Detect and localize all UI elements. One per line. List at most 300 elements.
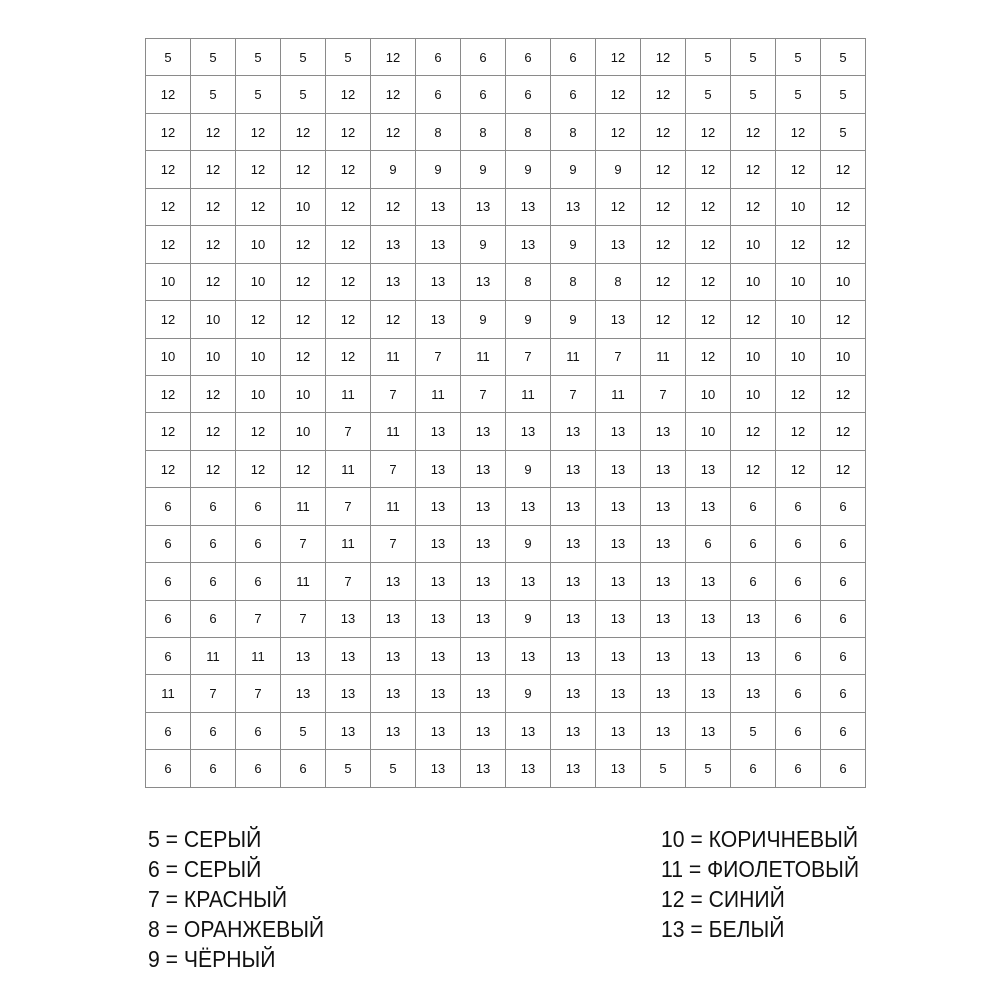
grid-cell: 7 — [641, 375, 686, 412]
grid-cell: 11 — [191, 638, 236, 675]
grid-cell: 6 — [821, 563, 866, 600]
grid-cell: 13 — [731, 638, 776, 675]
grid-cell: 11 — [371, 413, 416, 450]
grid-cell: 12 — [146, 375, 191, 412]
grid-cell: 11 — [281, 488, 326, 525]
grid-cell: 12 — [281, 263, 326, 300]
grid-cell: 13 — [551, 450, 596, 487]
grid-cell: 9 — [506, 450, 551, 487]
grid-cell: 5 — [731, 39, 776, 76]
grid-cell: 13 — [551, 675, 596, 712]
grid-cell: 12 — [776, 151, 821, 188]
grid-cell: 9 — [506, 525, 551, 562]
grid-cell: 12 — [776, 226, 821, 263]
grid-cell: 12 — [596, 39, 641, 76]
grid-cell: 12 — [821, 226, 866, 263]
grid-cell: 6 — [146, 750, 191, 788]
grid-cell: 13 — [551, 525, 596, 562]
grid-cell: 12 — [776, 413, 821, 450]
grid-cell: 12 — [596, 76, 641, 113]
grid-cell: 12 — [191, 226, 236, 263]
grid-cell: 13 — [506, 563, 551, 600]
grid-cell: 12 — [596, 188, 641, 225]
grid-cell: 13 — [416, 188, 461, 225]
grid-row — [146, 413, 866, 450]
grid-cell: 9 — [551, 226, 596, 263]
grid-cell: 13 — [506, 488, 551, 525]
grid-cell: 12 — [596, 113, 641, 150]
grid-cell: 10 — [686, 375, 731, 412]
grid-cell: 12 — [146, 151, 191, 188]
grid-cell: 11 — [326, 525, 371, 562]
legend-entry: 7 = КРАСНЫЙ — [148, 886, 288, 912]
grid-cell: 10 — [281, 413, 326, 450]
legend-entry: 8 = ОРАНЖЕВЫЙ — [148, 916, 325, 942]
grid-cell: 5 — [686, 750, 731, 788]
grid-cell: 10 — [731, 338, 776, 375]
grid-cell: 5 — [191, 39, 236, 76]
grid-cell: 10 — [776, 188, 821, 225]
grid-cell: 7 — [416, 338, 461, 375]
grid-cell: 13 — [416, 675, 461, 712]
grid-cell: 11 — [281, 563, 326, 600]
grid-cell: 7 — [596, 338, 641, 375]
grid-cell: 12 — [686, 226, 731, 263]
grid-cell: 13 — [641, 675, 686, 712]
grid-cell: 5 — [146, 39, 191, 76]
grid-cell: 7 — [281, 600, 326, 637]
grid-cell: 13 — [416, 712, 461, 749]
grid-cell: 12 — [641, 151, 686, 188]
grid-cell: 12 — [326, 263, 371, 300]
grid-cell: 6 — [146, 525, 191, 562]
grid-cell: 12 — [371, 188, 416, 225]
grid-cell: 5 — [686, 39, 731, 76]
grid-cell: 11 — [596, 375, 641, 412]
grid-cell: 5 — [191, 76, 236, 113]
grid-cell: 12 — [191, 113, 236, 150]
grid-cell: 13 — [461, 488, 506, 525]
grid-row — [146, 675, 866, 712]
grid-cell: 10 — [731, 263, 776, 300]
grid-cell: 6 — [236, 488, 281, 525]
grid-cell: 6 — [821, 488, 866, 525]
grid-cell: 12 — [821, 375, 866, 412]
grid-cell: 13 — [416, 488, 461, 525]
grid-cell: 6 — [821, 750, 866, 788]
grid-cell: 12 — [236, 188, 281, 225]
grid-cell: 13 — [686, 563, 731, 600]
grid-cell: 12 — [146, 301, 191, 338]
grid-cell: 13 — [461, 563, 506, 600]
grid-cell: 13 — [506, 226, 551, 263]
grid-cell: 13 — [371, 226, 416, 263]
grid-cell: 8 — [461, 113, 506, 150]
grid-cell: 10 — [281, 375, 326, 412]
grid-cell: 13 — [461, 638, 506, 675]
grid-row — [146, 712, 866, 749]
grid-cell: 12 — [236, 113, 281, 150]
grid-cell: 5 — [821, 113, 866, 150]
grid-cell: 12 — [731, 301, 776, 338]
grid-cell: 6 — [821, 600, 866, 637]
grid-cell: 6 — [236, 750, 281, 788]
grid-cell: 7 — [506, 338, 551, 375]
grid-cell: 11 — [371, 338, 416, 375]
grid-cell: 10 — [821, 263, 866, 300]
grid-cell: 11 — [326, 450, 371, 487]
grid-cell: 13 — [416, 600, 461, 637]
grid-cell: 13 — [641, 563, 686, 600]
grid-cell: 13 — [596, 675, 641, 712]
grid-cell: 9 — [461, 226, 506, 263]
grid-cell: 13 — [596, 450, 641, 487]
grid-cell: 13 — [326, 638, 371, 675]
grid-cell: 7 — [326, 413, 371, 450]
grid-cell: 6 — [146, 600, 191, 637]
grid-cell: 13 — [641, 638, 686, 675]
grid-row — [146, 525, 866, 562]
grid-cell: 10 — [731, 226, 776, 263]
legend-entry: 9 = ЧЁРНЫЙ — [148, 946, 276, 972]
grid-cell: 9 — [506, 301, 551, 338]
grid-cell: 10 — [236, 263, 281, 300]
grid-cell: 13 — [551, 638, 596, 675]
grid-cell: 12 — [731, 413, 776, 450]
grid-cell: 10 — [236, 226, 281, 263]
grid-cell: 13 — [506, 188, 551, 225]
grid-cell: 12 — [641, 76, 686, 113]
grid-cell: 5 — [281, 76, 326, 113]
grid-cell: 13 — [371, 638, 416, 675]
grid-cell: 6 — [731, 563, 776, 600]
grid-cell: 6 — [731, 488, 776, 525]
grid-cell: 13 — [686, 712, 731, 749]
grid-cell: 13 — [686, 450, 731, 487]
grid-cell: 12 — [776, 113, 821, 150]
grid-cell: 13 — [326, 675, 371, 712]
grid-cell: 11 — [416, 375, 461, 412]
grid-cell: 12 — [146, 226, 191, 263]
grid-cell: 12 — [686, 263, 731, 300]
grid-cell: 6 — [146, 712, 191, 749]
grid-cell: 12 — [326, 76, 371, 113]
grid-cell: 6 — [776, 675, 821, 712]
grid-cell: 13 — [461, 750, 506, 788]
grid-cell: 13 — [416, 450, 461, 487]
grid-cell: 6 — [776, 525, 821, 562]
grid-cell: 13 — [686, 638, 731, 675]
grid-cell: 13 — [596, 712, 641, 749]
grid-cell: 6 — [416, 76, 461, 113]
grid-cell: 13 — [641, 450, 686, 487]
grid-cell: 6 — [686, 525, 731, 562]
grid-cell: 8 — [506, 113, 551, 150]
grid-cell: 12 — [281, 338, 326, 375]
grid-cell: 5 — [776, 39, 821, 76]
grid-cell: 5 — [371, 750, 416, 788]
grid-cell: 12 — [326, 188, 371, 225]
grid-cell: 12 — [371, 76, 416, 113]
grid-row — [146, 263, 866, 300]
grid-cell: 13 — [596, 600, 641, 637]
grid-cell: 13 — [596, 563, 641, 600]
grid-cell: 5 — [731, 76, 776, 113]
grid-cell: 12 — [686, 151, 731, 188]
grid-cell: 6 — [776, 488, 821, 525]
grid-cell: 6 — [191, 488, 236, 525]
grid-row — [146, 450, 866, 487]
grid-cell: 13 — [416, 563, 461, 600]
grid-cell: 12 — [686, 188, 731, 225]
grid-cell: 13 — [596, 638, 641, 675]
legend-entry: 11 = ФИОЛЕТОВЫЙ — [661, 856, 860, 882]
grid-cell: 6 — [776, 600, 821, 637]
grid-cell: 13 — [281, 675, 326, 712]
grid-cell: 11 — [551, 338, 596, 375]
grid-cell: 13 — [371, 675, 416, 712]
grid-cell: 12 — [821, 301, 866, 338]
grid-cell: 13 — [281, 638, 326, 675]
grid-cell: 9 — [551, 301, 596, 338]
grid-cell: 5 — [686, 76, 731, 113]
grid-cell: 12 — [371, 39, 416, 76]
grid-cell: 13 — [686, 600, 731, 637]
grid-cell: 6 — [236, 712, 281, 749]
grid-cell: 5 — [326, 750, 371, 788]
grid-cell: 13 — [461, 525, 506, 562]
grid-cell: 10 — [191, 301, 236, 338]
grid-cell: 6 — [776, 750, 821, 788]
grid-cell: 7 — [326, 563, 371, 600]
grid-cell: 5 — [236, 76, 281, 113]
grid-cell: 10 — [776, 338, 821, 375]
grid-cell: 11 — [461, 338, 506, 375]
grid-row — [146, 151, 866, 188]
grid-cell: 6 — [236, 563, 281, 600]
grid-cell: 13 — [686, 675, 731, 712]
grid-cell: 6 — [416, 39, 461, 76]
grid-cell: 8 — [506, 263, 551, 300]
grid-cell: 7 — [461, 375, 506, 412]
grid-cell: 12 — [191, 413, 236, 450]
grid-cell: 12 — [146, 188, 191, 225]
grid-cell: 10 — [776, 301, 821, 338]
grid-cell: 13 — [461, 675, 506, 712]
grid-cell: 12 — [326, 151, 371, 188]
grid-cell: 12 — [191, 188, 236, 225]
grid-cell: 9 — [551, 151, 596, 188]
grid-cell: 9 — [506, 600, 551, 637]
grid-cell: 12 — [191, 263, 236, 300]
grid-cell: 8 — [551, 113, 596, 150]
grid-cell: 10 — [146, 338, 191, 375]
grid-cell: 6 — [281, 750, 326, 788]
grid-cell: 13 — [461, 450, 506, 487]
grid-cell: 6 — [461, 76, 506, 113]
legend-entry: 10 = КОРИЧНЕВЫЙ — [661, 826, 859, 852]
grid-cell: 13 — [371, 263, 416, 300]
grid-cell: 13 — [416, 638, 461, 675]
legend-entry: 13 = БЕЛЫЙ — [661, 916, 785, 942]
grid-cell: 6 — [191, 563, 236, 600]
legend-entry: 5 = СЕРЫЙ — [148, 826, 262, 852]
grid-cell: 5 — [821, 39, 866, 76]
grid-row — [146, 750, 866, 788]
color-legend-right — [661, 824, 859, 944]
grid-cell: 12 — [641, 113, 686, 150]
grid-row — [146, 563, 866, 600]
grid-cell: 6 — [776, 712, 821, 749]
grid-cell: 7 — [281, 525, 326, 562]
grid-cell: 5 — [821, 76, 866, 113]
grid-row — [146, 226, 866, 263]
grid-cell: 12 — [281, 151, 326, 188]
grid-cell: 6 — [236, 525, 281, 562]
grid-row — [146, 39, 866, 76]
grid-cell: 6 — [146, 563, 191, 600]
grid-row — [146, 638, 866, 675]
grid-cell: 6 — [191, 525, 236, 562]
grid-cell: 9 — [506, 151, 551, 188]
grid-cell: 12 — [686, 301, 731, 338]
grid-cell: 13 — [596, 750, 641, 788]
grid-cell: 13 — [731, 600, 776, 637]
grid-cell: 5 — [776, 76, 821, 113]
grid-cell: 13 — [461, 413, 506, 450]
grid-cell: 9 — [461, 301, 506, 338]
grid-cell: 12 — [236, 413, 281, 450]
grid-cell: 8 — [596, 263, 641, 300]
grid-cell: 12 — [326, 113, 371, 150]
grid-cell: 12 — [731, 188, 776, 225]
grid-cell: 12 — [686, 113, 731, 150]
grid-cell: 13 — [416, 750, 461, 788]
grid-cell: 13 — [641, 488, 686, 525]
grid-cell: 6 — [551, 76, 596, 113]
grid-cell: 12 — [641, 301, 686, 338]
grid-row — [146, 113, 866, 150]
grid-cell: 13 — [461, 263, 506, 300]
grid-cell: 10 — [191, 338, 236, 375]
grid-cell: 10 — [776, 263, 821, 300]
grid-cell: 7 — [551, 375, 596, 412]
grid-cell: 12 — [146, 450, 191, 487]
grid-cell: 11 — [641, 338, 686, 375]
grid-cell: 12 — [146, 113, 191, 150]
grid-cell: 13 — [551, 413, 596, 450]
grid-cell: 11 — [326, 375, 371, 412]
grid-cell: 9 — [506, 675, 551, 712]
grid-cell: 13 — [416, 226, 461, 263]
grid-cell: 12 — [641, 226, 686, 263]
grid-cell: 13 — [326, 712, 371, 749]
grid-cell: 8 — [416, 113, 461, 150]
grid-cell: 6 — [461, 39, 506, 76]
grid-cell: 12 — [326, 338, 371, 375]
grid-cell: 11 — [146, 675, 191, 712]
grid-cell: 13 — [506, 413, 551, 450]
grid-cell: 12 — [641, 39, 686, 76]
grid-cell: 12 — [641, 188, 686, 225]
grid-cell: 12 — [641, 263, 686, 300]
grid-cell: 11 — [236, 638, 281, 675]
grid-cell: 10 — [236, 338, 281, 375]
grid-cell: 6 — [146, 488, 191, 525]
grid-cell: 12 — [821, 151, 866, 188]
grid-cell: 5 — [281, 712, 326, 749]
grid-cell: 13 — [326, 600, 371, 637]
grid-cell: 13 — [371, 600, 416, 637]
grid-cell: 6 — [191, 750, 236, 788]
grid-cell: 13 — [416, 263, 461, 300]
grid-cell: 6 — [506, 39, 551, 76]
grid-cell: 10 — [686, 413, 731, 450]
grid-cell: 12 — [686, 338, 731, 375]
grid-cell: 6 — [191, 600, 236, 637]
grid-cell: 12 — [146, 413, 191, 450]
grid-cell: 12 — [236, 450, 281, 487]
grid-cell: 12 — [776, 375, 821, 412]
grid-row — [146, 600, 866, 637]
grid-row — [146, 375, 866, 412]
grid-cell: 9 — [371, 151, 416, 188]
grid-cell: 12 — [731, 113, 776, 150]
grid-cell: 13 — [596, 301, 641, 338]
grid-cell: 13 — [506, 712, 551, 749]
grid-row — [146, 76, 866, 113]
grid-cell: 13 — [596, 413, 641, 450]
legend-entry: 6 = СЕРЫЙ — [148, 856, 262, 882]
grid-cell: 12 — [281, 226, 326, 263]
grid-cell: 10 — [146, 263, 191, 300]
grid-cell: 11 — [371, 488, 416, 525]
grid-cell: 6 — [146, 638, 191, 675]
grid-cell: 10 — [731, 375, 776, 412]
grid-cell: 13 — [461, 712, 506, 749]
grid-cell: 13 — [416, 413, 461, 450]
grid-cell: 7 — [236, 675, 281, 712]
grid-cell: 13 — [596, 488, 641, 525]
grid-cell: 10 — [281, 188, 326, 225]
grid-cell: 13 — [551, 188, 596, 225]
grid-cell: 13 — [416, 525, 461, 562]
grid-cell: 9 — [596, 151, 641, 188]
grid-cell: 6 — [821, 638, 866, 675]
grid-cell: 5 — [281, 39, 326, 76]
grid-cell: 10 — [821, 338, 866, 375]
grid-row — [146, 188, 866, 225]
grid-cell: 13 — [506, 750, 551, 788]
grid-cell: 5 — [236, 39, 281, 76]
grid-cell: 6 — [821, 675, 866, 712]
grid-cell: 6 — [191, 712, 236, 749]
grid-cell: 12 — [191, 450, 236, 487]
grid-cell: 13 — [596, 226, 641, 263]
grid-cell: 6 — [821, 525, 866, 562]
color-by-number-grid — [145, 38, 866, 788]
grid-cell: 6 — [506, 76, 551, 113]
grid-cell: 12 — [821, 188, 866, 225]
grid-cell: 13 — [551, 488, 596, 525]
grid-cell: 13 — [551, 600, 596, 637]
grid-cell: 13 — [596, 525, 641, 562]
grid-cell: 13 — [551, 750, 596, 788]
grid-cell: 12 — [821, 413, 866, 450]
grid-cell: 12 — [371, 113, 416, 150]
grid-cell: 12 — [326, 226, 371, 263]
grid-cell: 7 — [371, 450, 416, 487]
